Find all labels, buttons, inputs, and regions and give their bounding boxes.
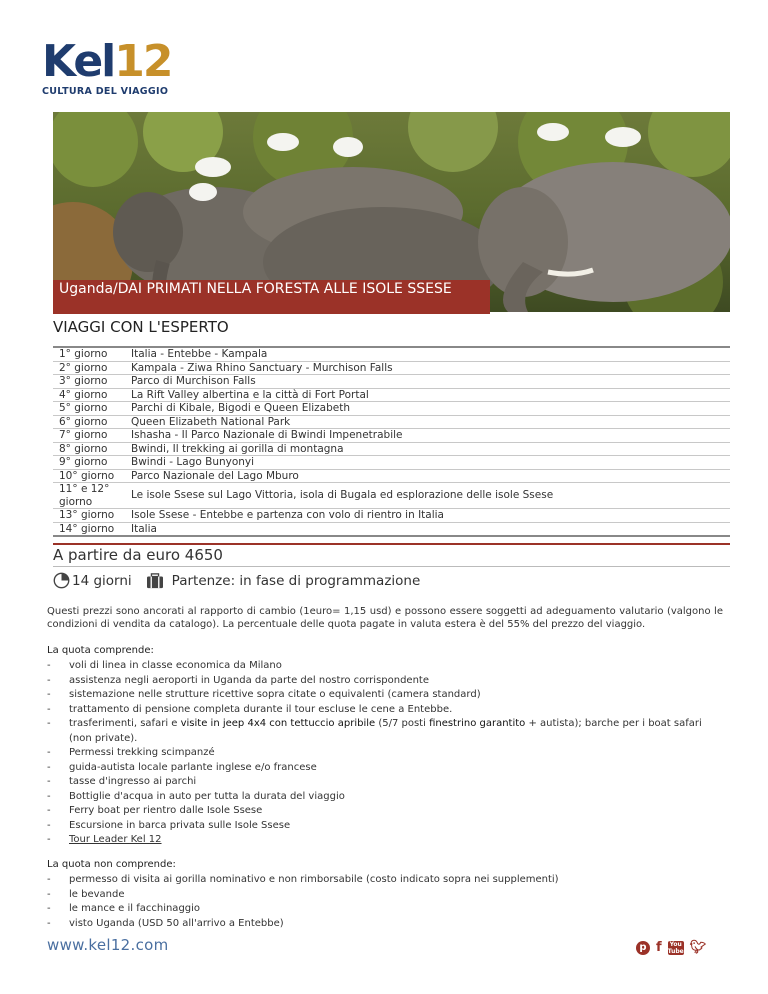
itinerary-row bbox=[53, 402, 730, 416]
itinerary-description: Parco di Murchison Falls bbox=[131, 375, 256, 387]
itinerary-row bbox=[53, 443, 730, 457]
itinerary-row bbox=[53, 362, 730, 376]
itinerary-day: 7° giorno bbox=[59, 429, 108, 441]
list-item: - Ferry boat per rientro dalle Isole Ssese bbox=[47, 804, 727, 819]
suitcase-icon bbox=[146, 573, 164, 589]
itinerary-day: 2° giorno bbox=[59, 361, 108, 374]
list-item: - trattamento di pensione completa durante il tour escluse le cene a Entebbe. bbox=[47, 703, 727, 718]
itinerary-row bbox=[53, 416, 730, 430]
list-item: - assistenza negli aeroporti in Uganda da parte del nostro corrispondente bbox=[47, 674, 727, 689]
itinerary-description: Queen Elizabeth National Park bbox=[131, 415, 291, 428]
list-item: - tasse d'ingresso ai parchi bbox=[47, 775, 727, 790]
list-item: - permesso di visita ai gorilla nominativo e non rimborsabile (costo indicato sopra nei supplementi) bbox=[47, 873, 727, 888]
includes-list bbox=[47, 659, 727, 848]
itinerary-day: 13° giorno bbox=[59, 509, 115, 521]
price-label: A partire da euro 4650 bbox=[53, 546, 223, 564]
list-item: - Bottiglie d'acqua in auto per tutta la durata del viaggio bbox=[47, 790, 727, 805]
itinerary-row bbox=[53, 389, 730, 403]
itinerary-description: Bwindi - Lago Bunyonyi bbox=[131, 456, 255, 468]
pinterest-icon[interactable]: p bbox=[636, 941, 650, 955]
excludes-title: La quota non comprende: bbox=[47, 859, 176, 870]
facebook-icon[interactable]: f bbox=[656, 940, 662, 955]
duration-label: 14 giorni bbox=[72, 572, 132, 589]
itinerary-day: 10° giorno bbox=[59, 469, 115, 482]
trip-category: VIAGGI CON L'ESPERTO bbox=[53, 318, 229, 336]
list-item: - guida-autista locale parlante inglese e/o francese bbox=[47, 761, 727, 776]
price-underline bbox=[53, 566, 730, 567]
exchange-rate-note: Questi prezzi sono ancorati al rapporto di cambio (1euro= 1,15 usd) e possono essere soggetti ad adeguamento valutario (valgono le condizioni di vendita da catalogo). La percentuale delle quota pagate in valuta estera è del 55% del prezzo del viaggio. bbox=[47, 606, 723, 630]
trip-title: Uganda/DAI PRIMATI NELLA FORESTA ALLE ISOLE SSESE bbox=[53, 280, 490, 314]
price-divider bbox=[53, 543, 730, 545]
itinerary-day: 11° e 12° giorno bbox=[59, 483, 110, 508]
logo-wordmark: Kel12 bbox=[42, 36, 172, 87]
itinerary-row bbox=[53, 483, 730, 509]
list-item: - sistemazione nelle strutture ricettive sopra citate o equivalenti (camera standard) bbox=[47, 688, 727, 703]
website-link[interactable]: www.kel12.com bbox=[47, 936, 169, 954]
twitter-icon[interactable]: 🐦︎ bbox=[689, 940, 707, 955]
includes-title: La quota comprende: bbox=[47, 645, 154, 656]
itinerary-row bbox=[53, 523, 730, 536]
departures-label: Partenze: in fase di programmazione bbox=[171, 572, 421, 589]
itinerary-day: 4° giorno bbox=[59, 388, 108, 401]
itinerary-day: 1° giorno bbox=[59, 348, 108, 360]
itinerary-description: Bwindi, Il trekking ai gorilla di montagna bbox=[131, 442, 344, 455]
itinerary-description: Parchi di Kibale, Bigodi e Queen Elizabeth bbox=[131, 402, 351, 414]
list-item: - le mance e il facchinaggio bbox=[47, 902, 727, 917]
itinerary-table bbox=[53, 346, 730, 537]
tour-leader-link[interactable]: - Tour Leader Kel 12 bbox=[47, 833, 727, 848]
itinerary-description: Italia - Entebbe - Kampala bbox=[131, 348, 268, 360]
youtube-icon[interactable]: You Tube bbox=[667, 940, 684, 955]
itinerary-description: La Rift Valley albertina e la città di Fort Portal bbox=[131, 388, 369, 401]
itinerary-row bbox=[53, 470, 730, 484]
itinerary-description: Parco Nazionale del Lago Mburo bbox=[131, 469, 299, 482]
itinerary-description: Le isole Ssese sul Lago Vittoria, isola di Bugala ed esplorazione delle isole Ssese bbox=[131, 489, 554, 502]
excludes-list bbox=[47, 873, 727, 931]
list-item: - Escursione in barca privata sulle Isole Ssese bbox=[47, 819, 727, 834]
itinerary-day: 3° giorno bbox=[59, 375, 108, 387]
itinerary-row bbox=[53, 429, 730, 443]
itinerary-description: Italia bbox=[131, 522, 157, 535]
itinerary-day: 6° giorno bbox=[59, 415, 108, 428]
itinerary-day: 5° giorno bbox=[59, 402, 108, 414]
itinerary-day: 14° giorno bbox=[59, 522, 115, 535]
list-item: - le bevande bbox=[47, 888, 727, 903]
list-item: - Permessi trekking scimpanzé bbox=[47, 746, 727, 761]
itinerary-day: 8° giorno bbox=[59, 442, 108, 455]
itinerary-description: Kampala - Ziwa Rhino Sanctuary - Murchison Falls bbox=[131, 361, 393, 374]
list-item: - visto Uganda (USD 50 all'arrivo a Entebbe) bbox=[47, 917, 727, 932]
itinerary-row bbox=[53, 509, 730, 523]
itinerary-row bbox=[53, 348, 730, 362]
kel12-logo[interactable] bbox=[42, 38, 172, 98]
list-item: - voli di linea in classe economica da Milano bbox=[47, 659, 727, 674]
itinerary-description: Isole Ssese - Entebbe e partenza con volo di rientro in Italia bbox=[131, 509, 444, 521]
itinerary-row bbox=[53, 456, 730, 470]
itinerary-description: Ishasha - Il Parco Nazionale di Bwindi Impenetrabile bbox=[131, 429, 403, 441]
itinerary-day: 9° giorno bbox=[59, 456, 108, 468]
list-item-transfers: - trasferimenti, safari e visite in jeep 4x4 con tettuccio apribile (5/7 posti finestrino garantito + autista); barche per i boat safari (non private). bbox=[47, 717, 727, 746]
logo-tagline: CULTURA DEL VIAGGIO bbox=[42, 86, 169, 97]
itinerary-row bbox=[53, 375, 730, 389]
trip-meta bbox=[53, 572, 420, 589]
social-links bbox=[636, 940, 706, 955]
clock-icon bbox=[53, 572, 70, 589]
